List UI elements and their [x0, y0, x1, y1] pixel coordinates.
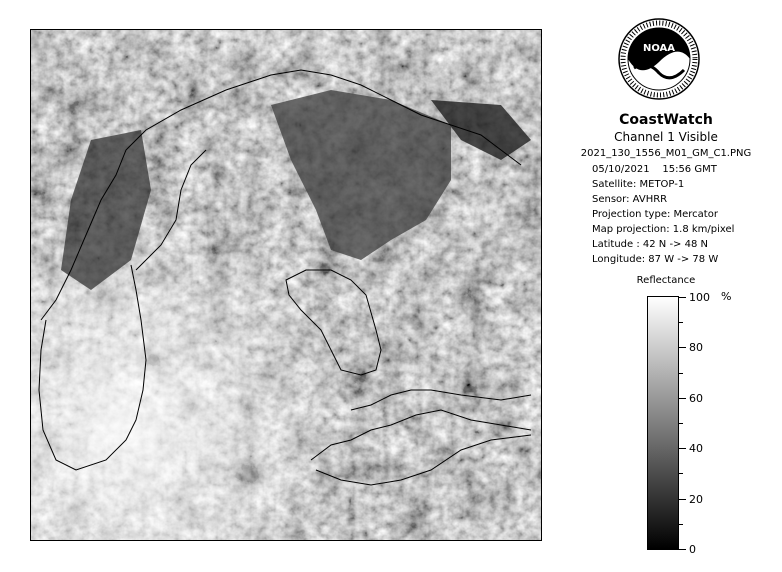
- colorbar-minor-tick: [679, 322, 683, 323]
- colorbar-minor-tick: [679, 473, 683, 474]
- colorbar-tick-label: 40: [689, 442, 703, 456]
- colorbar-major-tick: [679, 448, 686, 449]
- reflectance-colorbar: [647, 296, 679, 550]
- colorbar-label: Reflectance: [636, 275, 696, 286]
- colorbar-tick-label: 0: [689, 543, 696, 556]
- map-projection: Map projection: 1.8 km/pixel: [592, 224, 735, 235]
- acquisition-datetime: 05/10/2021 15:56 GMT: [592, 164, 717, 175]
- latitude-range: Latitude : 42 N -> 48 N: [592, 239, 708, 250]
- file-name: 2021_130_1556_M01_GM_C1.PNG: [580, 148, 752, 159]
- colorbar-major-tick: [679, 347, 686, 348]
- colorbar-axis: [679, 291, 739, 556]
- colorbar-tick-label: 20: [689, 492, 703, 506]
- noaa-logo: [618, 18, 700, 100]
- projection-type: Projection type: Mercator: [592, 209, 718, 220]
- colorbar-tick-label: 100: [689, 291, 710, 304]
- satellite-image-panel: [30, 29, 542, 541]
- product-title: CoastWatch: [619, 112, 713, 128]
- colorbar-tick-label: 80: [689, 341, 703, 355]
- colorbar-major-tick: [679, 499, 686, 500]
- colorbar-tick-label: 60: [689, 391, 703, 405]
- colorbar-minor-tick: [679, 423, 683, 424]
- satellite-image: [31, 30, 542, 541]
- satellite-name: Satellite: METOP-1: [592, 179, 685, 190]
- logo-text: NOAA: [642, 43, 676, 54]
- colorbar-minor-tick: [679, 524, 683, 525]
- colorbar-major-tick: [679, 549, 686, 550]
- sensor-name: Sensor: AVHRR: [592, 194, 668, 205]
- colorbar-major-tick: [679, 297, 686, 298]
- channel-name: Channel 1 Visible: [614, 130, 718, 144]
- noaa-emblem-icon: [618, 18, 700, 100]
- longitude-range: Longitude: 87 W -> 78 W: [592, 254, 719, 265]
- colorbar-unit: %: [721, 290, 732, 303]
- colorbar-major-tick: [679, 398, 686, 399]
- colorbar-minor-tick: [679, 373, 683, 374]
